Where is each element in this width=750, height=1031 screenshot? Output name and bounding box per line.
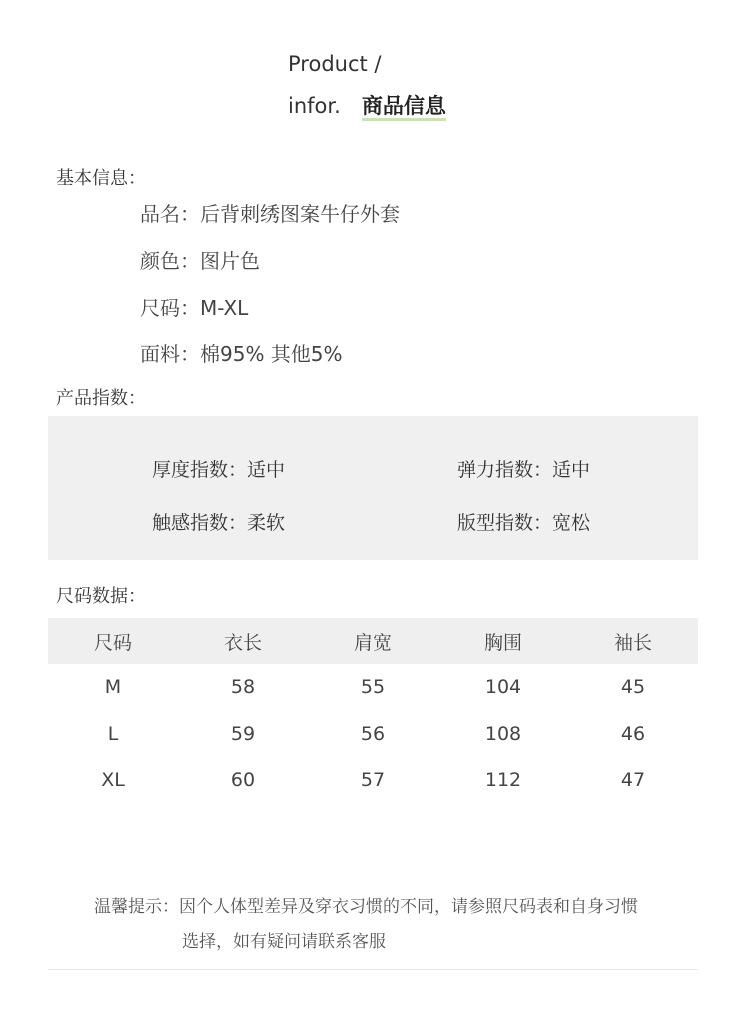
table-cell: 108 xyxy=(484,722,522,745)
info-fabric: 面料：棉95% 其他5% xyxy=(140,342,343,366)
table-row xyxy=(48,711,698,758)
table-row xyxy=(48,757,698,804)
title-row2 xyxy=(288,90,446,120)
tip-line1: 温馨提示：因个人体型差异及穿衣习惯的不同，请参照尺码表和自身习惯 xyxy=(94,897,638,917)
info-color: 颜色：图片色 xyxy=(140,249,260,273)
table-cell: 59 xyxy=(230,722,256,745)
index-thickness: 厚度指数：适中 xyxy=(152,459,286,481)
table-cell: 104 xyxy=(484,676,522,699)
table-cell: 58 xyxy=(230,676,256,699)
col-header-sleeve: 袖长 xyxy=(568,618,698,664)
title-english-line1: Product / xyxy=(288,52,382,76)
table-cell: L xyxy=(107,722,119,745)
table-cell: 57 xyxy=(360,769,386,792)
table-cell: XL xyxy=(101,769,125,792)
size-data-heading: 尺码数据： xyxy=(56,586,146,607)
table-row xyxy=(48,664,698,711)
product-index-panel xyxy=(48,416,698,560)
table-cell: M xyxy=(104,676,122,699)
table-cell: 45 xyxy=(620,676,646,699)
table-cell: 112 xyxy=(484,769,522,792)
col-header-size: 尺码 xyxy=(48,618,178,664)
index-fit: 版型指数：宽松 xyxy=(457,512,591,534)
col-header-chest: 胸围 xyxy=(438,618,568,664)
table-cell: 46 xyxy=(620,722,646,745)
tip-line2: 选择，如有疑问请联系客服 xyxy=(182,932,386,952)
col-header-shoulder: 肩宽 xyxy=(308,618,438,664)
info-product-name: 品名：后背刺绣图案牛仔外套 xyxy=(140,202,400,226)
table-header-row xyxy=(48,618,698,664)
title-chinese: 商品信息 xyxy=(362,94,446,121)
title-english-line2: infor. xyxy=(288,94,341,118)
bottom-divider xyxy=(48,969,698,970)
table-cell: 56 xyxy=(360,722,386,745)
table-cell: 47 xyxy=(620,769,646,792)
size-table xyxy=(48,618,698,804)
index-elasticity: 弹力指数：适中 xyxy=(457,459,591,481)
index-touch: 触感指数：柔软 xyxy=(152,512,286,534)
col-header-length: 衣长 xyxy=(178,618,308,664)
basic-info-heading: 基本信息： xyxy=(56,168,146,189)
product-index-heading: 产品指数： xyxy=(56,388,146,409)
info-size: 尺码：M-XL xyxy=(140,296,249,320)
table-cell: 55 xyxy=(360,676,386,699)
table-cell: 60 xyxy=(230,769,256,792)
